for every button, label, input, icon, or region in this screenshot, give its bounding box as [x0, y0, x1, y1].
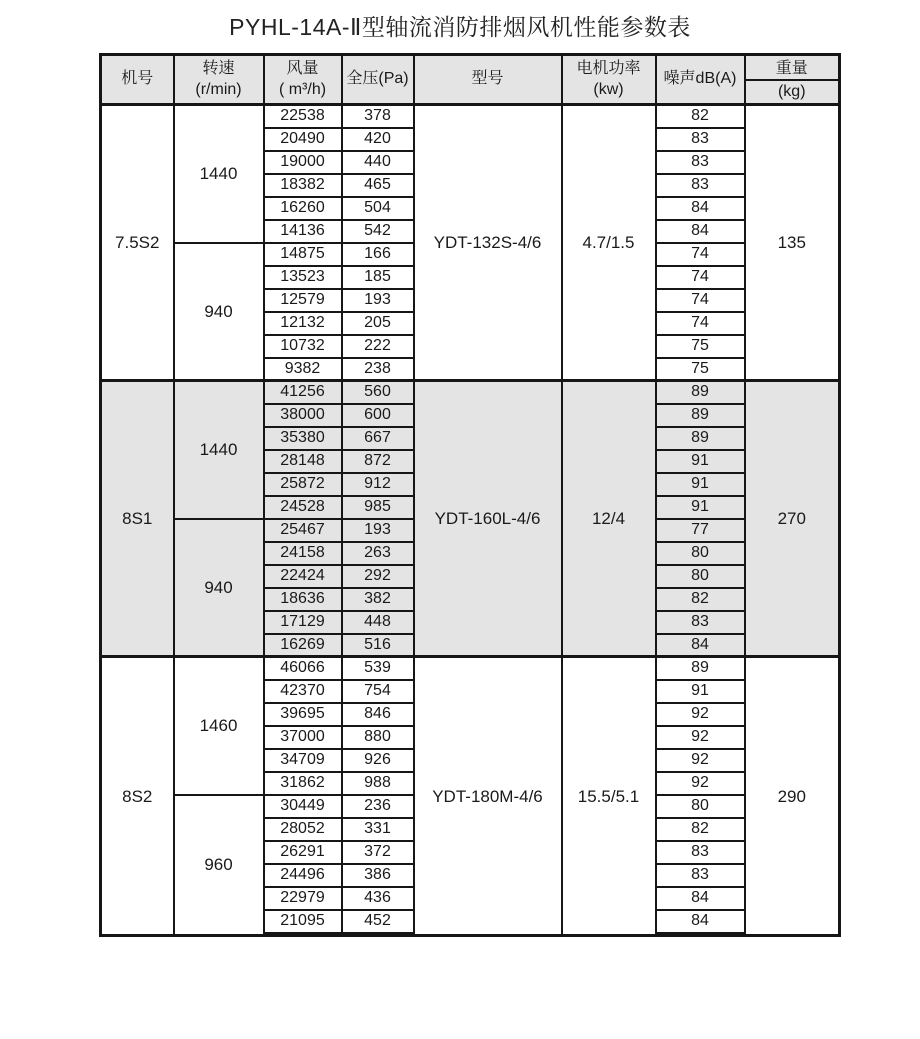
- noise-cell: 89: [656, 381, 745, 404]
- airflow-cell: 35380: [264, 427, 342, 450]
- header-speed: [174, 55, 264, 105]
- header-airflow-unit: ( m³/h): [278, 80, 327, 98]
- header-machine-no: 机号: [101, 55, 174, 105]
- noise-cell: 80: [656, 795, 745, 818]
- pressure-cell: 378: [342, 105, 414, 128]
- airflow-cell: 24496: [264, 864, 342, 887]
- machine-no-cell: 8S2: [101, 657, 174, 936]
- airflow-cell: 16269: [264, 634, 342, 657]
- noise-cell: 80: [656, 542, 745, 565]
- noise-cell: 75: [656, 358, 745, 381]
- page: [0, 9, 920, 937]
- airflow-cell: 14136: [264, 220, 342, 243]
- noise-cell: 83: [656, 864, 745, 887]
- airflow-cell: 12132: [264, 312, 342, 335]
- noise-cell: 83: [656, 841, 745, 864]
- airflow-cell: 28052: [264, 818, 342, 841]
- airflow-cell: 25467: [264, 519, 342, 542]
- noise-cell: 84: [656, 220, 745, 243]
- airflow-cell: 17129: [264, 611, 342, 634]
- airflow-cell: 42370: [264, 680, 342, 703]
- airflow-cell: 28148: [264, 450, 342, 473]
- noise-cell: 74: [656, 312, 745, 335]
- pressure-cell: 420: [342, 128, 414, 151]
- noise-cell: 74: [656, 289, 745, 312]
- noise-cell: 89: [656, 404, 745, 427]
- airflow-cell: 41256: [264, 381, 342, 404]
- noise-cell: 89: [656, 427, 745, 450]
- rpm-cell: 940: [174, 243, 264, 381]
- pressure-cell: 539: [342, 657, 414, 680]
- pressure-spacer: [342, 933, 414, 936]
- header-motor-power: [562, 55, 656, 105]
- pressure-cell: 238: [342, 358, 414, 381]
- airflow-cell: 18382: [264, 174, 342, 197]
- pressure-cell: 185: [342, 266, 414, 289]
- pressure-cell: 448: [342, 611, 414, 634]
- pressure-cell: 440: [342, 151, 414, 174]
- airflow-spacer: [264, 933, 342, 936]
- performance-table-wrap: [99, 53, 920, 937]
- airflow-cell: 38000: [264, 404, 342, 427]
- pressure-cell: 382: [342, 588, 414, 611]
- noise-cell: 75: [656, 335, 745, 358]
- rpm-cell: 1440: [174, 105, 264, 243]
- airflow-cell: 34709: [264, 749, 342, 772]
- noise-spacer: [656, 933, 745, 936]
- pressure-cell: 542: [342, 220, 414, 243]
- pressure-cell: 193: [342, 289, 414, 312]
- airflow-cell: 26291: [264, 841, 342, 864]
- motor-power-cell: 12/4: [562, 381, 656, 657]
- airflow-cell: 24158: [264, 542, 342, 565]
- airflow-cell: 30449: [264, 795, 342, 818]
- noise-cell: 74: [656, 266, 745, 289]
- pressure-cell: 600: [342, 404, 414, 427]
- airflow-cell: 19000: [264, 151, 342, 174]
- airflow-cell: 39695: [264, 703, 342, 726]
- airflow-cell: 14875: [264, 243, 342, 266]
- noise-cell: 91: [656, 450, 745, 473]
- rpm-cell: 1440: [174, 381, 264, 519]
- airflow-cell: 16260: [264, 197, 342, 220]
- noise-cell: 82: [656, 588, 745, 611]
- airflow-cell: 22979: [264, 887, 342, 910]
- noise-cell: 83: [656, 151, 745, 174]
- pressure-cell: 926: [342, 749, 414, 772]
- table-row: [101, 657, 840, 680]
- airflow-cell: 10732: [264, 335, 342, 358]
- pressure-cell: 872: [342, 450, 414, 473]
- pressure-cell: 846: [342, 703, 414, 726]
- noise-cell: 84: [656, 634, 745, 657]
- pressure-cell: 754: [342, 680, 414, 703]
- airflow-cell: 20490: [264, 128, 342, 151]
- pressure-cell: 667: [342, 427, 414, 450]
- airflow-cell: 13523: [264, 266, 342, 289]
- header-noise: 噪声dB(A): [656, 55, 745, 105]
- pressure-cell: 386: [342, 864, 414, 887]
- pressure-cell: 560: [342, 381, 414, 404]
- pressure-cell: 205: [342, 312, 414, 335]
- header-speed-unit: (r/min): [195, 80, 242, 98]
- pressure-cell: 880: [342, 726, 414, 749]
- header-weight-unit: (kg): [777, 83, 806, 100]
- table-row: [101, 105, 840, 128]
- noise-cell: 92: [656, 749, 745, 772]
- weight-cell: 290: [745, 657, 840, 936]
- noise-cell: 84: [656, 197, 745, 220]
- pressure-cell: 263: [342, 542, 414, 565]
- model-cell: YDT-132S-4/6: [414, 105, 562, 381]
- pressure-cell: 452: [342, 910, 414, 933]
- motor-power-cell: 15.5/5.1: [562, 657, 656, 936]
- airflow-cell: 22424: [264, 565, 342, 588]
- header-model: 型号: [414, 55, 562, 105]
- noise-cell: 80: [656, 565, 745, 588]
- motor-power-cell: 4.7/1.5: [562, 105, 656, 381]
- noise-cell: 84: [656, 887, 745, 910]
- airflow-cell: 46066: [264, 657, 342, 680]
- noise-cell: 83: [656, 174, 745, 197]
- header-motor-power-label: 电机功率: [576, 59, 641, 77]
- noise-cell: 89: [656, 657, 745, 680]
- pressure-cell: 504: [342, 197, 414, 220]
- pressure-cell: 985: [342, 496, 414, 519]
- pressure-cell: 912: [342, 473, 414, 496]
- airflow-cell: 22538: [264, 105, 342, 128]
- pressure-cell: 166: [342, 243, 414, 266]
- performance-table: [99, 53, 841, 937]
- machine-no-cell: 8S1: [101, 381, 174, 657]
- noise-cell: 91: [656, 680, 745, 703]
- pressure-cell: 236: [342, 795, 414, 818]
- airflow-cell: 37000: [264, 726, 342, 749]
- noise-cell: 92: [656, 726, 745, 749]
- header-pressure: 全压(Pa): [342, 55, 414, 105]
- rpm-cell: 940: [174, 519, 264, 657]
- header-row: [101, 55, 840, 105]
- weight-cell: 270: [745, 381, 840, 657]
- pressure-cell: 516: [342, 634, 414, 657]
- noise-cell: 91: [656, 473, 745, 496]
- header-airflow: [264, 55, 342, 105]
- pressure-cell: 292: [342, 565, 414, 588]
- airflow-cell: 18636: [264, 588, 342, 611]
- page-title: PYHL-14A-Ⅱ型轴流消防排烟风机性能参数表: [229, 14, 691, 40]
- airflow-cell: 21095: [264, 910, 342, 933]
- airflow-cell: 24528: [264, 496, 342, 519]
- noise-cell: 82: [656, 818, 745, 841]
- airflow-cell: 31862: [264, 772, 342, 795]
- rpm-cell: 960: [174, 795, 264, 936]
- header-airflow-label: 风量: [286, 59, 319, 77]
- header-speed-label: 转速: [202, 59, 235, 77]
- pressure-cell: 331: [342, 818, 414, 841]
- noise-cell: 84: [656, 910, 745, 933]
- pressure-cell: 436: [342, 887, 414, 910]
- pressure-cell: 193: [342, 519, 414, 542]
- model-cell: YDT-180M-4/6: [414, 657, 562, 936]
- airflow-cell: 12579: [264, 289, 342, 312]
- noise-cell: 77: [656, 519, 745, 542]
- pressure-cell: 372: [342, 841, 414, 864]
- airflow-cell: 25872: [264, 473, 342, 496]
- noise-cell: 92: [656, 703, 745, 726]
- pressure-cell: 465: [342, 174, 414, 197]
- noise-cell: 83: [656, 128, 745, 151]
- airflow-cell: 9382: [264, 358, 342, 381]
- noise-cell: 92: [656, 772, 745, 795]
- header-weight: [745, 55, 840, 105]
- header-weight-label: 重量: [746, 56, 839, 81]
- noise-cell: 82: [656, 105, 745, 128]
- pressure-cell: 988: [342, 772, 414, 795]
- pressure-cell: 222: [342, 335, 414, 358]
- noise-cell: 74: [656, 243, 745, 266]
- machine-no-cell: 7.5S2: [101, 105, 174, 381]
- noise-cell: 83: [656, 611, 745, 634]
- rpm-cell: 1460: [174, 657, 264, 795]
- header-motor-power-unit: (kw): [593, 80, 624, 98]
- weight-cell: 135: [745, 105, 840, 381]
- table-row: [101, 381, 840, 404]
- model-cell: YDT-160L-4/6: [414, 381, 562, 657]
- noise-cell: 91: [656, 496, 745, 519]
